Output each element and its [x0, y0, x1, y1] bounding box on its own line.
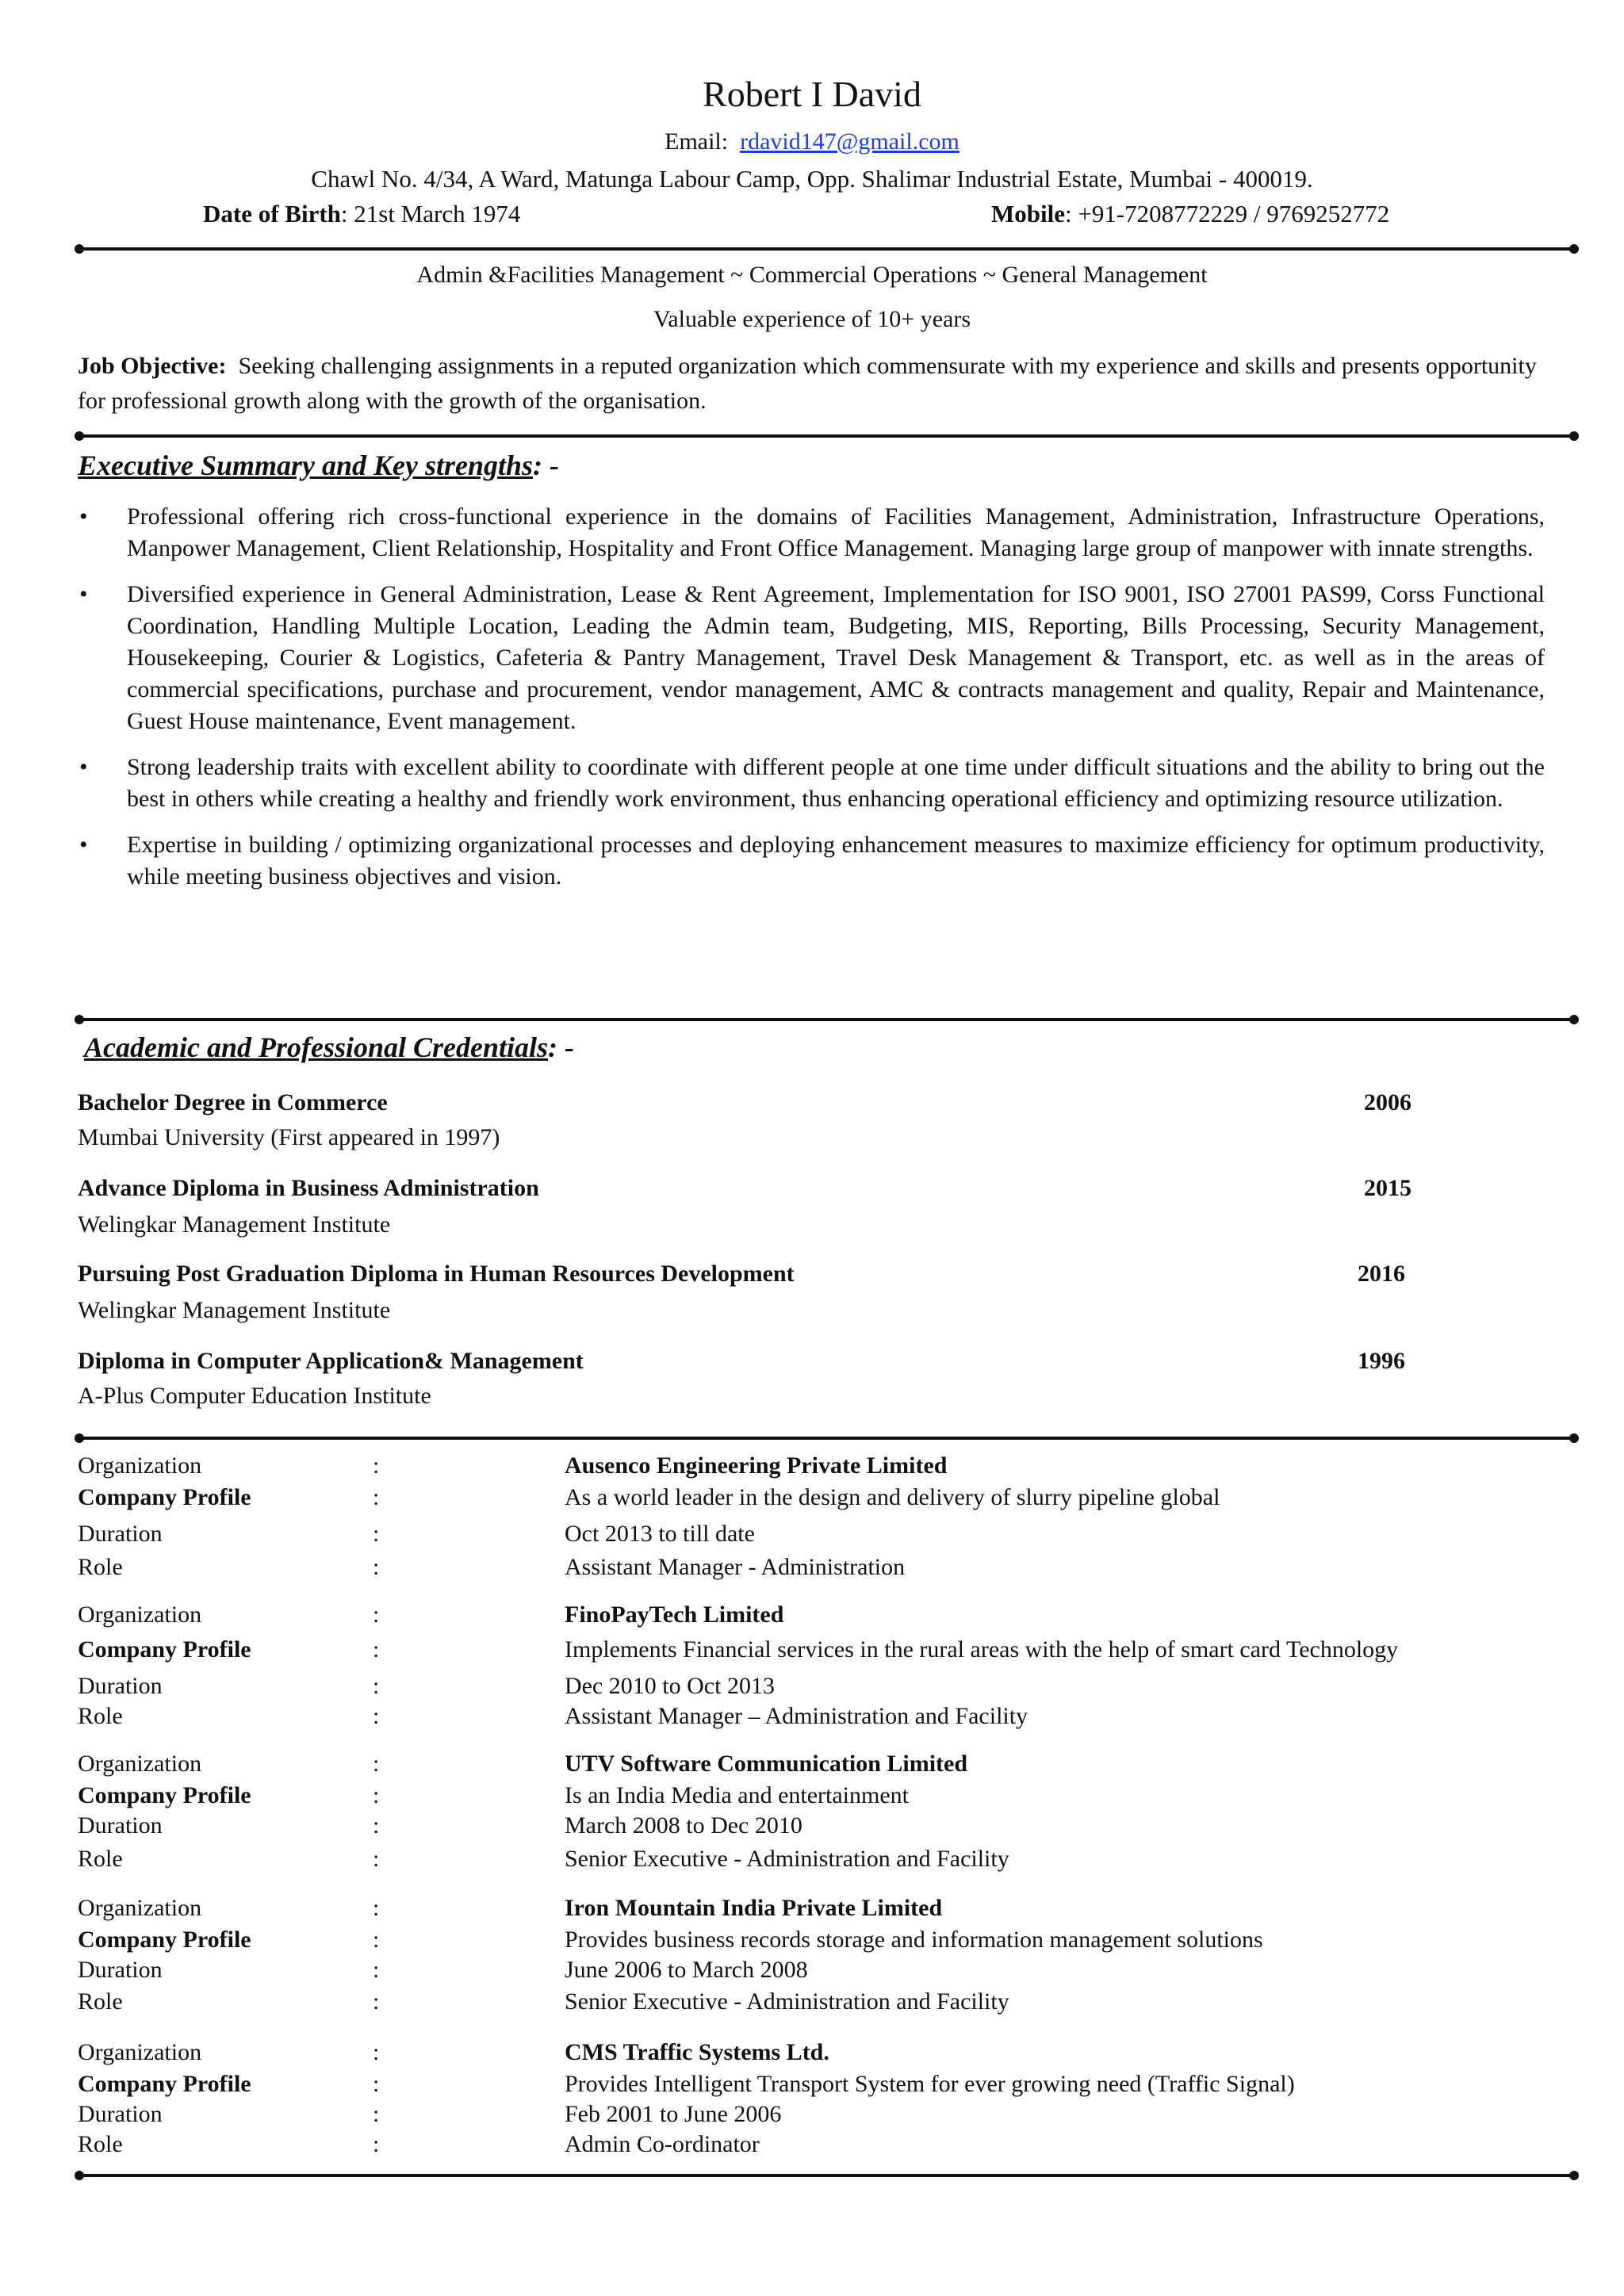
objective-label: Job Objective: [78, 353, 227, 379]
profile-value: As a world leader in the design and delivery of slurry pipeline global [565, 1484, 1220, 1510]
bullet-text: Strong leadership traits with excellent ability to coordinate with different people at one time under difficult situations and the ability to bring out the best in others while creating a healthy and friendly work environment, thus enhancing operational efficiency and optimizing resource utilization. [127, 754, 1545, 812]
executive-title-suffix: : - [533, 450, 560, 481]
bullet-item [78, 579, 1545, 737]
role-label: Role [78, 1988, 123, 2015]
degree: Diploma in Computer Application& Management [78, 1348, 584, 1374]
role-label: Role [78, 1703, 123, 1729]
duration-label: Duration [78, 1673, 163, 1699]
year: 2006 [1364, 1089, 1411, 1115]
role-label: Role [78, 2131, 123, 2157]
colon: : [373, 2071, 380, 2097]
colon: : [373, 1703, 380, 1729]
organization-label: Organization [78, 1452, 202, 1479]
degree: Bachelor Degree in Commerce [78, 1089, 388, 1115]
email-line [0, 128, 1624, 155]
profile-label: Company Profile [78, 2071, 251, 2097]
duration-value: June 2006 to March 2008 [565, 1957, 808, 1983]
address: Chawl No. 4/34, A Ward, Matunga Labour Camp, Opp. Shalimar Industrial Estate, Mumbai - 400019. [311, 165, 1313, 193]
profile-value: Provides business records storage and information management solutions [565, 1927, 1263, 1953]
organization-value: UTV Software Communication Limited [565, 1751, 968, 1777]
profile-value: Implements Financial services in the rural areas with the help of smart card Technology [565, 1636, 1399, 1663]
job-objective [78, 349, 1561, 419]
duration-value: March 2008 to Dec 2010 [565, 1812, 802, 1839]
candidate-name: Robert I David [703, 74, 921, 114]
degree: Pursuing Post Graduation Diploma in Human Resources Development [78, 1261, 795, 1287]
duration-label: Duration [78, 1812, 163, 1839]
institute: Mumbai University (First appeared in 1997) [78, 1124, 500, 1150]
dob-value: : 21st March 1974 [340, 200, 521, 228]
colon: : [373, 1601, 380, 1628]
email-link[interactable]: rdavid147@gmail.com [740, 128, 959, 155]
colon: : [373, 1957, 380, 1983]
colon: : [373, 1812, 380, 1839]
profile-label: Company Profile [78, 1636, 251, 1663]
colon: : [373, 1636, 380, 1663]
colon: : [373, 1782, 380, 1808]
duration-value: Oct 2013 to till date [565, 1521, 755, 1547]
duration-value: Feb 2001 to June 2006 [565, 2101, 782, 2127]
bullet-dot: • [79, 754, 88, 780]
duration-label: Duration [78, 1521, 163, 1547]
executive-bullets [78, 501, 1545, 907]
bullet-text: Expertise in building / optimizing organizational processes and deploying enhancement measures to maximize efficiency for optimum productivity, while meeting business objectives and vision. [127, 832, 1545, 890]
dob-label: Date of Birth [203, 200, 341, 228]
colon: : [373, 1521, 380, 1547]
institute: Welingkar Management Institute [78, 1297, 391, 1323]
profile-value: Is an India Media and entertainment [565, 1782, 910, 1808]
divider [79, 247, 1574, 251]
colon: : [373, 1988, 380, 2015]
degree: Advance Diploma in Business Administration [78, 1175, 539, 1201]
colon: : [373, 1484, 380, 1510]
institute: Welingkar Management Institute [78, 1211, 391, 1238]
organization-label: Organization [78, 1751, 202, 1777]
profile-label: Company Profile [78, 1782, 251, 1808]
colon: : [373, 1846, 380, 1872]
tagline: Admin &Facilities Management ~ Commercial Operations ~ General Management [416, 262, 1208, 288]
bullet-dot: • [79, 832, 88, 858]
bullet-text: Professional offering rich cross-functional experience in the domains of Facilities Management, Administration, Infrastructure Operations, Manpower Management, Client Relationship, Hospitality and Front Office Management. Managing large group of manpower with innate strengths. [127, 503, 1545, 561]
mobile-value: : +91-7208772229 / 9769252772 [1065, 200, 1390, 228]
profile-label: Company Profile [78, 1484, 251, 1510]
date-of-birth [203, 200, 520, 228]
divider [79, 434, 1574, 438]
colon: : [373, 1673, 380, 1699]
organization-label: Organization [78, 1601, 202, 1628]
bullet-dot: • [79, 581, 88, 607]
divider [79, 1018, 1574, 1021]
bullet-dot: • [79, 503, 88, 530]
organization-label: Organization [78, 2039, 202, 2065]
academic-title-suffix: : - [548, 1031, 574, 1063]
colon: : [373, 1554, 380, 1580]
organization-value: CMS Traffic Systems Ltd. [565, 2039, 829, 2065]
executive-title-text: Executive Summary and Key strengths [78, 450, 534, 481]
academic-title-text: Academic and Professional Credentials [84, 1031, 548, 1063]
colon: : [373, 2039, 380, 2065]
duration-value: Dec 2010 to Oct 2013 [565, 1673, 775, 1699]
bullet-item [78, 752, 1545, 815]
colon: : [373, 2131, 380, 2157]
role-value: Admin Co-ordinator [565, 2131, 760, 2157]
role-value: Assistant Manager – Administration and Facility [565, 1703, 1028, 1729]
bullet-item [78, 501, 1545, 564]
year: 2016 [1358, 1261, 1405, 1287]
objective-text: Seeking challenging assignments in a reputed organization which commensurate with my experience and skills and presents opportunity for professional growth along with the growth of the organisation. [78, 353, 1537, 414]
colon: : [373, 2101, 380, 2127]
role-value: Assistant Manager - Administration [565, 1554, 906, 1580]
executive-summary-title [78, 449, 559, 482]
institute: A-Plus Computer Education Institute [78, 1383, 431, 1409]
colon: : [373, 1751, 380, 1777]
bullet-text: Diversified experience in General Administration, Lease & Rent Agreement, Implementation for ISO 9001, ISO 27001 PAS99, Corss Functional Coordination, Handling Multiple Location, Leading the Admin team, Budgeting, MIS, Reporting, Bills Processing, Security Management, Housekeeping, Courier & Logistics, Cafeteria & Pantry Management, Travel Desk Management & Transport, etc. as well as in the areas of commercial specifications, purchase and procurement, vendor management, AMC & contracts management and quality, Repair and Maintenance, Guest House maintenance, Event management. [127, 581, 1545, 734]
organization-value: Ausenco Engineering Private Limited [565, 1452, 948, 1479]
organization-value: Iron Mountain India Private Limited [565, 1895, 943, 1921]
duration-label: Duration [78, 2101, 163, 2127]
mobile-label: Mobile [991, 200, 1065, 228]
role-label: Role [78, 1554, 123, 1580]
divider [79, 2174, 1574, 2177]
duration-label: Duration [78, 1957, 163, 1983]
divider [79, 1437, 1574, 1440]
profile-value: Provides Intelligent Transport System for ever growing need (Traffic Signal) [565, 2071, 1295, 2097]
colon: : [373, 1452, 380, 1479]
year: 2015 [1364, 1175, 1411, 1201]
role-value: Senior Executive - Administration and Facility [565, 1988, 1009, 2015]
experience-years: Valuable experience of 10+ years [653, 306, 971, 332]
role-label: Role [78, 1846, 123, 1872]
academic-title [84, 1031, 574, 1064]
mobile [991, 200, 1389, 228]
email-label: Email: [665, 128, 729, 155]
bullet-item [78, 829, 1545, 893]
year: 1996 [1358, 1348, 1405, 1374]
profile-label: Company Profile [78, 1927, 251, 1953]
organization-label: Organization [78, 1895, 202, 1921]
organization-value: FinoPayTech Limited [565, 1601, 784, 1628]
colon: : [373, 1927, 380, 1953]
role-value: Senior Executive - Administration and Facility [565, 1846, 1009, 1872]
colon: : [373, 1895, 380, 1921]
